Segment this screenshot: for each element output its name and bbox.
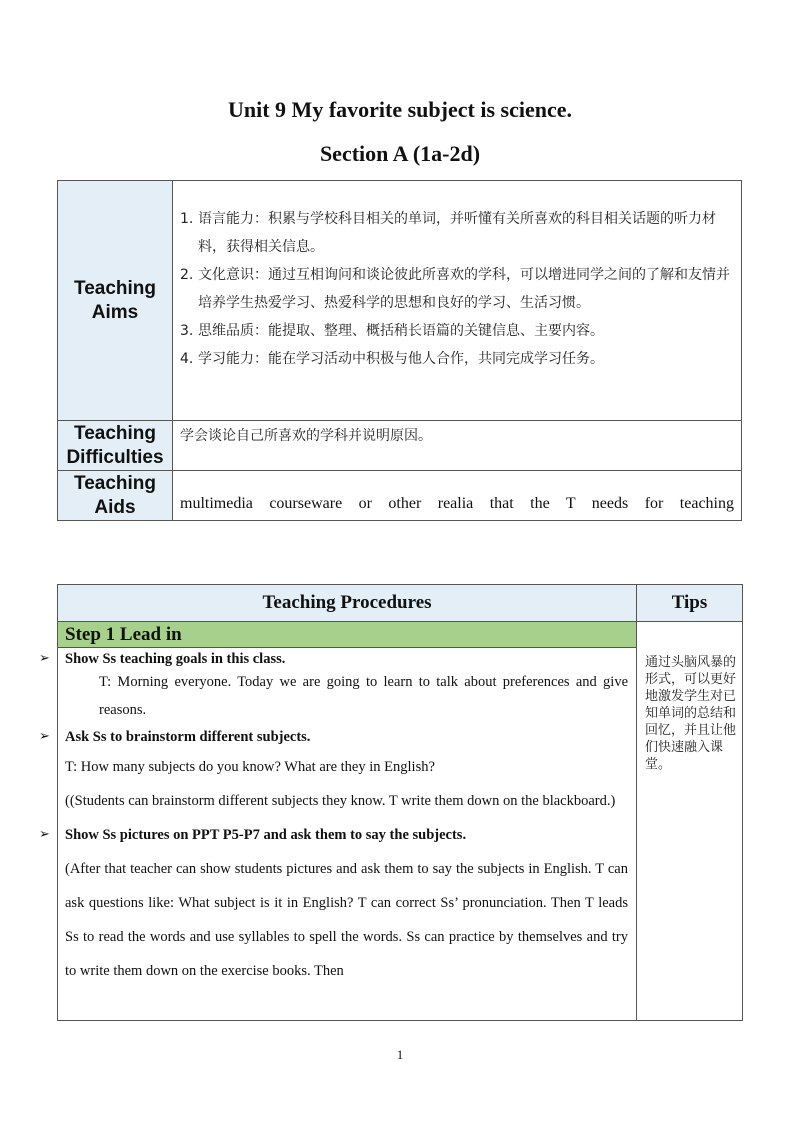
procedures-header: Teaching Procedures — [58, 585, 637, 622]
aids-row — [58, 471, 742, 521]
aim-item: 1. 语言能力：积累与学校科目相关的单词，并听懂有关所喜欢的科目相关话题的听力材料，获得相关信息。 — [180, 211, 716, 255]
bullet-icon: ➢ — [39, 729, 50, 744]
procedures-table — [39, 584, 743, 1021]
bullet-text: T: Morning everyone. Today we are going to learn to talk about preferences and give reasons. — [99, 674, 628, 718]
bullet-item — [39, 648, 628, 668]
aims-row — [58, 181, 742, 421]
aim-item: 2. 文化意识：通过互相询问和谈论彼此所喜欢的学科，可以增进同学之间的了解和友情并培养学生热爱学习、热爱科学的思想和良好的学习、生活习惯。 — [180, 267, 730, 311]
bullet-icon: ➢ — [39, 651, 50, 666]
procedures-header-row — [58, 585, 743, 622]
bullet-title: Ask Ss to brainstorm different subjects. — [65, 729, 311, 745]
teaching-info-table — [57, 180, 742, 521]
bullet-title: Show Ss pictures on PPT P5-P7 and ask them to say the subjects. — [65, 827, 467, 843]
step-title: Step 1 Lead in — [58, 622, 637, 648]
bullet-text: (After that teacher can show students pictures and ask them to say the subjects in English. T can ask questions like: What subject is it in English? T can correct Ss’ pronunciation. Then T leads Ss to read the words and use syllables to spell the words. Ss can practice by themselves and try to write them down on the exercise books. Then — [65, 861, 628, 979]
step-row — [58, 622, 743, 648]
aids-content: multimedia courseware or other realia that the T needs for teaching — [173, 471, 742, 521]
bullet-item — [39, 724, 628, 750]
bullet-text: T: How many subjects do you know? What are they in English? — [65, 759, 435, 775]
document-title: Unit 9 My favorite subject is science. — [228, 97, 572, 122]
step-content — [39, 648, 637, 1021]
tips-header: Tips — [637, 585, 743, 622]
bullet-icon: ➢ — [39, 827, 50, 842]
tips-content: 通过头脑风暴的形式，可以更好地激发学生对已知单词的总结和回忆，并且让他们快速融入课堂。 — [637, 622, 743, 1021]
bullet-title: Show Ss teaching goals in this class. — [65, 651, 286, 667]
aim-item: 3. 思维品质：能提取、整理、概括稍长语篇的关键信息、主要内容。 — [180, 323, 604, 339]
difficulties-label: Teaching Difficulties — [58, 421, 173, 471]
aims-label: Teaching Aims — [58, 181, 173, 421]
aims-content — [173, 181, 742, 421]
document-subtitle: Section A (1a-2d) — [319, 141, 481, 166]
difficulties-content: 学会谈论自己所喜欢的学科并说明原因。 — [173, 421, 742, 471]
bullet-item — [39, 818, 628, 852]
aids-label: Teaching Aids — [58, 471, 173, 521]
bullet-text: ((Students can brainstorm different subjects they know. T write them down on the blackboard.) — [65, 793, 616, 809]
difficulties-row — [58, 421, 742, 471]
page-number: 1 — [396, 1047, 404, 1062]
aim-item: 4. 学习能力：能在学习活动中积极与他人合作，共同完成学习任务。 — [180, 351, 604, 367]
